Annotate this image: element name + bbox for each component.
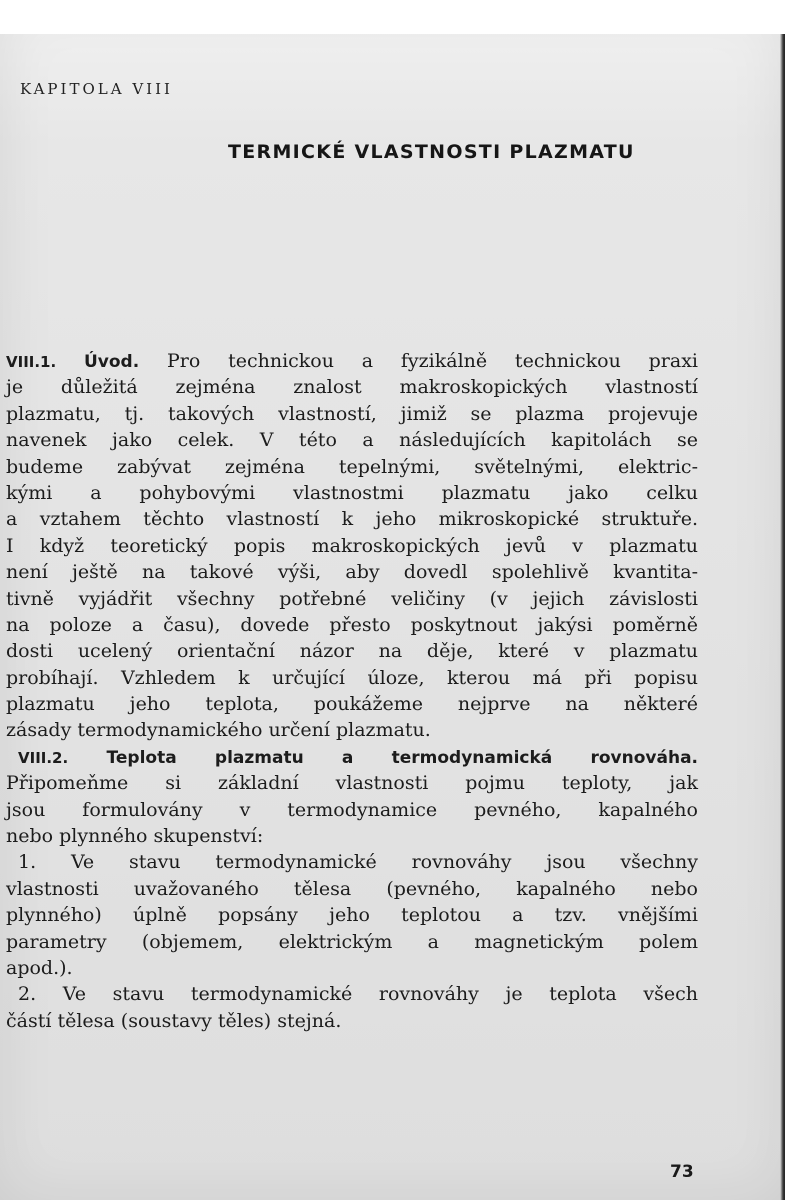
text-line: navenek jako celek. V této a následujících kapitolách se xyxy=(6,429,698,452)
text-line: dosti ucelený orientační názor na děje, které v plazmatu xyxy=(6,640,698,663)
text-line: Ve stavu termodynamické rovnováhy je teplota všech xyxy=(62,983,698,1006)
chapter-title: TERMICKÉ VLASTNOSTI PLAZMATU xyxy=(228,141,635,163)
text-line: parametry (objemem, elektrickým a magnetickým polem xyxy=(6,930,698,953)
text-line: není ještě na takové výši, aby dovedl spolehlivě kvantita- xyxy=(6,561,698,584)
section-heading-line xyxy=(6,744,698,770)
list-marker: 1. xyxy=(18,851,37,874)
text-line: Ve stavu termodynamické rovnováhy jsou všechny xyxy=(70,851,698,874)
text-line: nebo plynného skupenství: xyxy=(6,825,264,848)
page-number: 73 xyxy=(670,1162,694,1182)
scan-top-margin xyxy=(0,0,785,34)
text-line: na poloze a času), dovede přesto poskytnout jakýsi poměrně xyxy=(6,613,698,636)
text-line: apod.). xyxy=(6,956,73,979)
text-line: Připomeňme si základní vlastnosti pojmu teploty, jak xyxy=(6,772,698,795)
text-line: kými a pohybovými vlastnostmi plazmatu jako celku xyxy=(6,481,698,504)
text-line: tivně vyjádřit všechny potřebné veličiny (v jejich závislosti xyxy=(6,587,698,610)
list-item-first-line xyxy=(6,981,698,1007)
text-line: jsou formulovány v termodynamice pevného, kapalného xyxy=(6,798,698,821)
list-item-first-line xyxy=(6,849,698,875)
text-line: a vztahem těchto vlastností k jeho mikroskopické struktuře. xyxy=(6,508,698,531)
section-number: VIII.2. xyxy=(18,748,69,767)
chapter-label: KAPITOLA VIII xyxy=(20,80,173,98)
text-line: je důležitá zejména znalost makroskopických vlastností xyxy=(6,376,698,399)
text-line: zásady termodynamického určení plazmatu. xyxy=(6,719,431,742)
page-edge-shadow xyxy=(780,34,785,1200)
section-number: VIII.1. xyxy=(6,353,57,371)
text-line: I když teoretický popis makroskopických jevů v plazmatu xyxy=(6,534,698,557)
text-line: plazmatu jeho teplota, poukážeme nejprve na některé xyxy=(6,693,698,716)
section-title: Teplota plazmatu a termodynamická rovnováha. xyxy=(106,747,699,768)
text-line: plazmatu, tj. takových vlastností, jimiž se plazma projevuje xyxy=(6,402,698,425)
body-text xyxy=(6,348,698,1034)
section-title: Úvod. xyxy=(83,352,140,372)
text-line: budeme zabývat zejména tepelnými, světelnými, elektric- xyxy=(6,455,698,478)
section-heading-line xyxy=(6,348,698,374)
text-line: plynného) úplně popsány jeho teplotou a tzv. vnějšími xyxy=(6,904,698,927)
text-line: Pro technickou a fyzikálně technickou praxi xyxy=(166,350,698,372)
text-line: probíhají. Vzhledem k určující úloze, kterou má při popisu xyxy=(6,666,698,689)
text-line: vlastnosti uvažovaného tělesa (pevného, kapalného nebo xyxy=(6,877,698,900)
text-line: částí tělesa (soustavy těles) stejná. xyxy=(6,1009,342,1032)
list-marker: 2. xyxy=(18,983,37,1006)
